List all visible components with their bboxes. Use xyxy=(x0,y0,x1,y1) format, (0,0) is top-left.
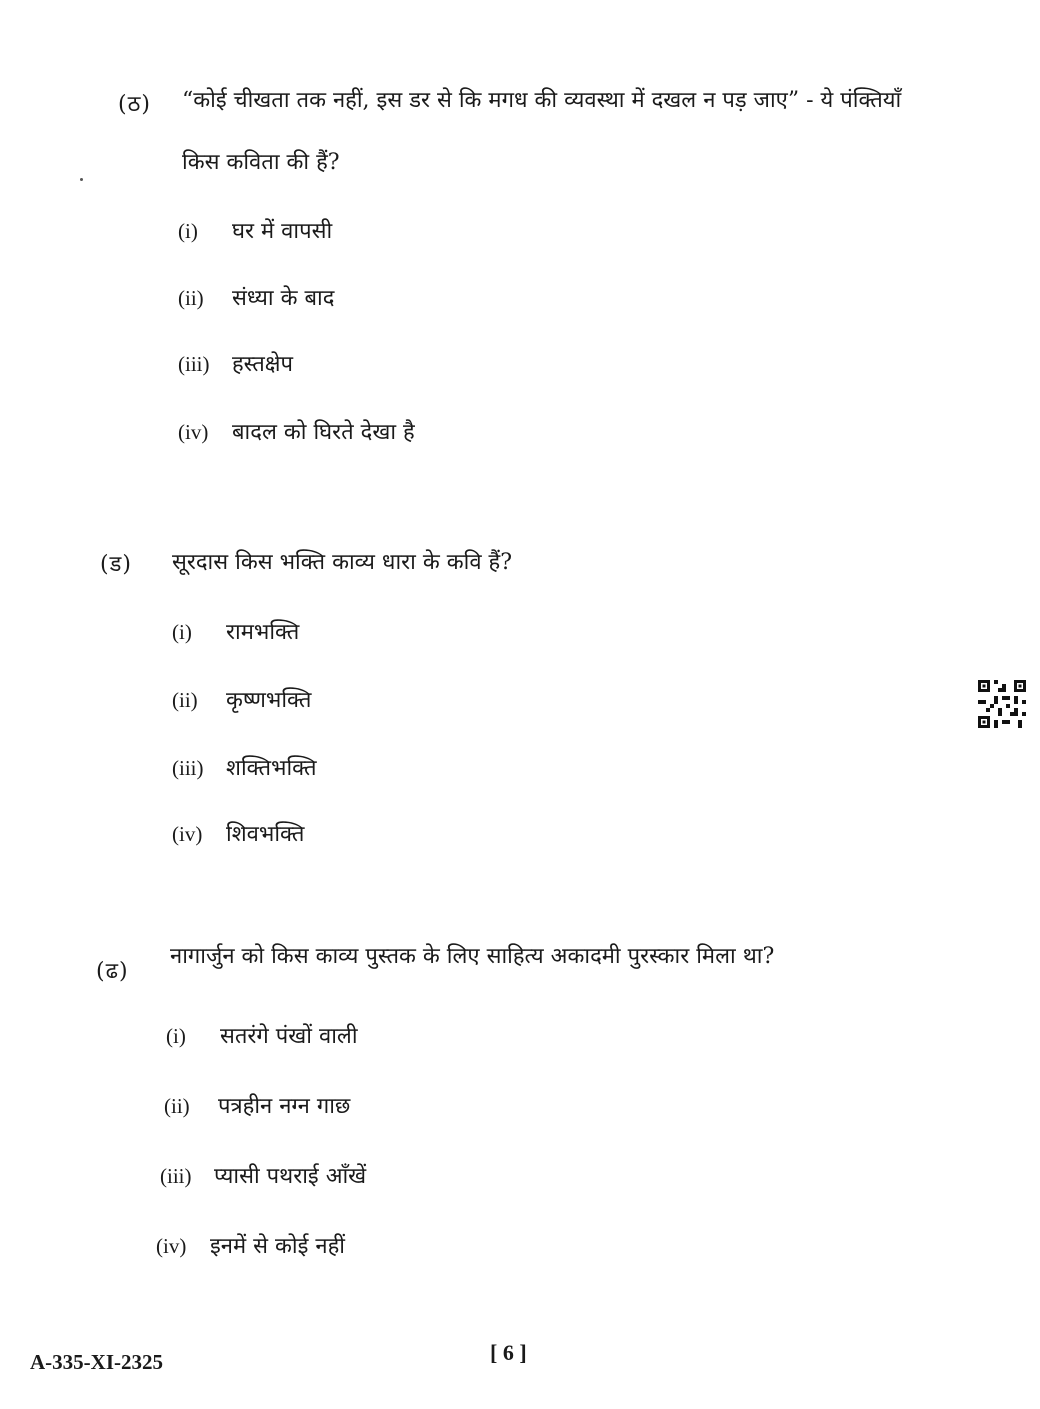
qr-code-icon xyxy=(978,680,1026,728)
option-number: (iv) xyxy=(178,420,209,444)
question-text-tha-line2: किस कविता की हैं? xyxy=(182,150,340,175)
option-text: सतरंगे पंखों वाली xyxy=(220,1024,358,1049)
option-dha-3 xyxy=(160,1160,366,1190)
option-text: प्यासी पथराई आँखें xyxy=(214,1164,367,1189)
question-label-dha: (ढ) xyxy=(96,959,129,984)
option-text: इनमें से कोई नहीं xyxy=(210,1234,346,1259)
option-dha-4 xyxy=(156,1230,345,1260)
option-number: (i) xyxy=(172,620,192,644)
option-number: (ii) xyxy=(164,1094,190,1118)
option-tha-3 xyxy=(178,348,293,378)
question-text-da: सूरदास किस भक्ति काव्य धारा के कवि हैं? xyxy=(172,550,513,575)
option-number: (ii) xyxy=(172,688,198,712)
option-text: संध्या के बाद xyxy=(232,286,335,311)
option-tha-1 xyxy=(178,215,332,245)
option-number: (iii) xyxy=(178,352,210,376)
option-text: रामभक्ति xyxy=(226,620,300,645)
option-tha-2 xyxy=(178,282,334,312)
option-number: (i) xyxy=(178,219,198,243)
option-da-1 xyxy=(172,616,299,646)
option-number: (i) xyxy=(166,1024,186,1048)
question-label-tha: (ठ) xyxy=(118,92,151,117)
option-text: हस्तक्षेप xyxy=(232,352,294,377)
option-text: पत्रहीन नग्न गाछ xyxy=(218,1094,351,1119)
question-text-dha: नागार्जुन को किस काव्य पुस्तक के लिए साहित्य अकादमी पुरस्कार मिला था? xyxy=(170,944,775,969)
option-tha-4 xyxy=(178,416,415,446)
option-text: कृष्णभक्ति xyxy=(226,688,312,713)
option-text: बादल को घिरते देखा है xyxy=(232,420,415,445)
option-number: (iii) xyxy=(160,1164,192,1188)
option-dha-2 xyxy=(164,1090,350,1120)
option-number: (iv) xyxy=(156,1234,187,1258)
option-text: घर में वापसी xyxy=(232,219,333,244)
option-da-4 xyxy=(172,818,304,848)
option-text: शिवभक्ति xyxy=(226,822,305,847)
question-label-da: (ड) xyxy=(100,552,132,577)
option-text: शक्तिभक्ति xyxy=(226,756,317,781)
page-number: [ 6 ] xyxy=(490,1340,527,1365)
paper-code: A-335-XI-2325 xyxy=(30,1350,163,1374)
option-da-3 xyxy=(172,752,317,782)
option-dha-1 xyxy=(166,1020,358,1050)
option-number: (ii) xyxy=(178,286,204,310)
stray-dot xyxy=(80,178,83,181)
option-number: (iv) xyxy=(172,822,203,846)
question-text-tha: “कोई चीखता तक नहीं, इस डर से कि मगध की व्यवस्था में दखल न पड़ जाए” - ये पंक्तियाँ xyxy=(182,88,902,113)
option-number: (iii) xyxy=(172,756,204,780)
option-da-2 xyxy=(172,684,311,714)
